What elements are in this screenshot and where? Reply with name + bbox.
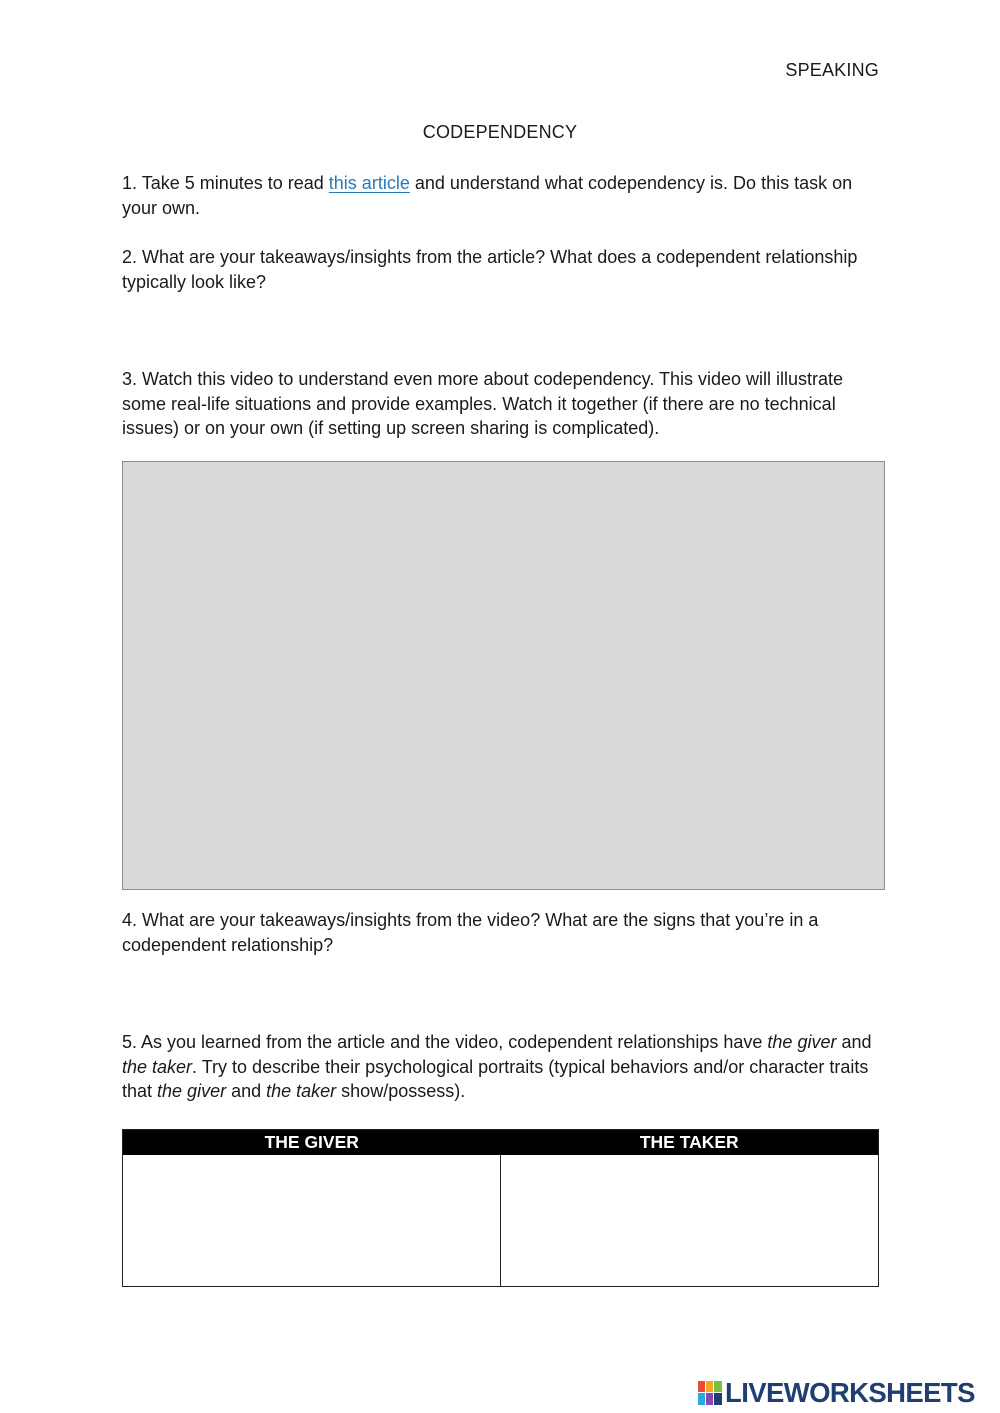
task-5-part-4: and [226, 1081, 267, 1101]
task-5 [122, 1030, 884, 1104]
task-1-prefix: 1. Take 5 minutes to read [122, 173, 329, 193]
task-1-suffix: and understand what codependency is. Do this task on your own. [122, 173, 853, 218]
task-3: 3. Watch this video to understand even more about codependency. This video will illustrate some real-life situations and provide examples. Watch it together (if there are no technical issues) or on your own (if setting up screen sharing is complicated). [122, 369, 844, 438]
giver-column-header: THE GIVER [264, 1132, 359, 1152]
video-embed[interactable] [122, 461, 885, 890]
task-5-part-1: 5. As you learned from the article and the video, codependent relationships have [122, 1032, 768, 1052]
task-5-taker-term-2: the taker [266, 1081, 337, 1101]
liveworksheets-logo-icon [698, 1381, 722, 1405]
giver-taker-table [122, 1129, 879, 1287]
task-5-part-3: . Try to describe their psychological portraits (typical behaviors and/or character traits that [122, 1056, 869, 1101]
task-5-giver-term: the giver [767, 1032, 837, 1052]
table-answer-row [123, 1155, 878, 1286]
task-2: 2. What are your takeaways/insights from the article? What does a codependent relationship typically look like? [122, 247, 858, 292]
brand-name: LIVEWORKSHEETS [725, 1377, 975, 1408]
taker-answer-cell[interactable] [500, 1155, 878, 1286]
table-header-row [123, 1130, 878, 1155]
task-4: 4. What are your takeaways/insights from the video? What are the signs that you’re in a codependent relationship? [122, 910, 819, 955]
task-5-taker-term: the taker [122, 1056, 193, 1077]
taker-column-header: THE TAKER [639, 1132, 739, 1152]
page-title: CODEPENDENCY [422, 122, 578, 142]
giver-answer-cell[interactable] [123, 1155, 500, 1286]
task-5-giver-term-2: the giver [157, 1081, 227, 1101]
task-5-part-5: show/possess). [336, 1081, 466, 1101]
section-label: SPEAKING [785, 60, 879, 80]
task-1 [122, 171, 884, 220]
article-link[interactable]: this article [328, 173, 410, 193]
liveworksheets-brand[interactable] [698, 1378, 975, 1408]
task-5-part-2: and [836, 1032, 872, 1052]
